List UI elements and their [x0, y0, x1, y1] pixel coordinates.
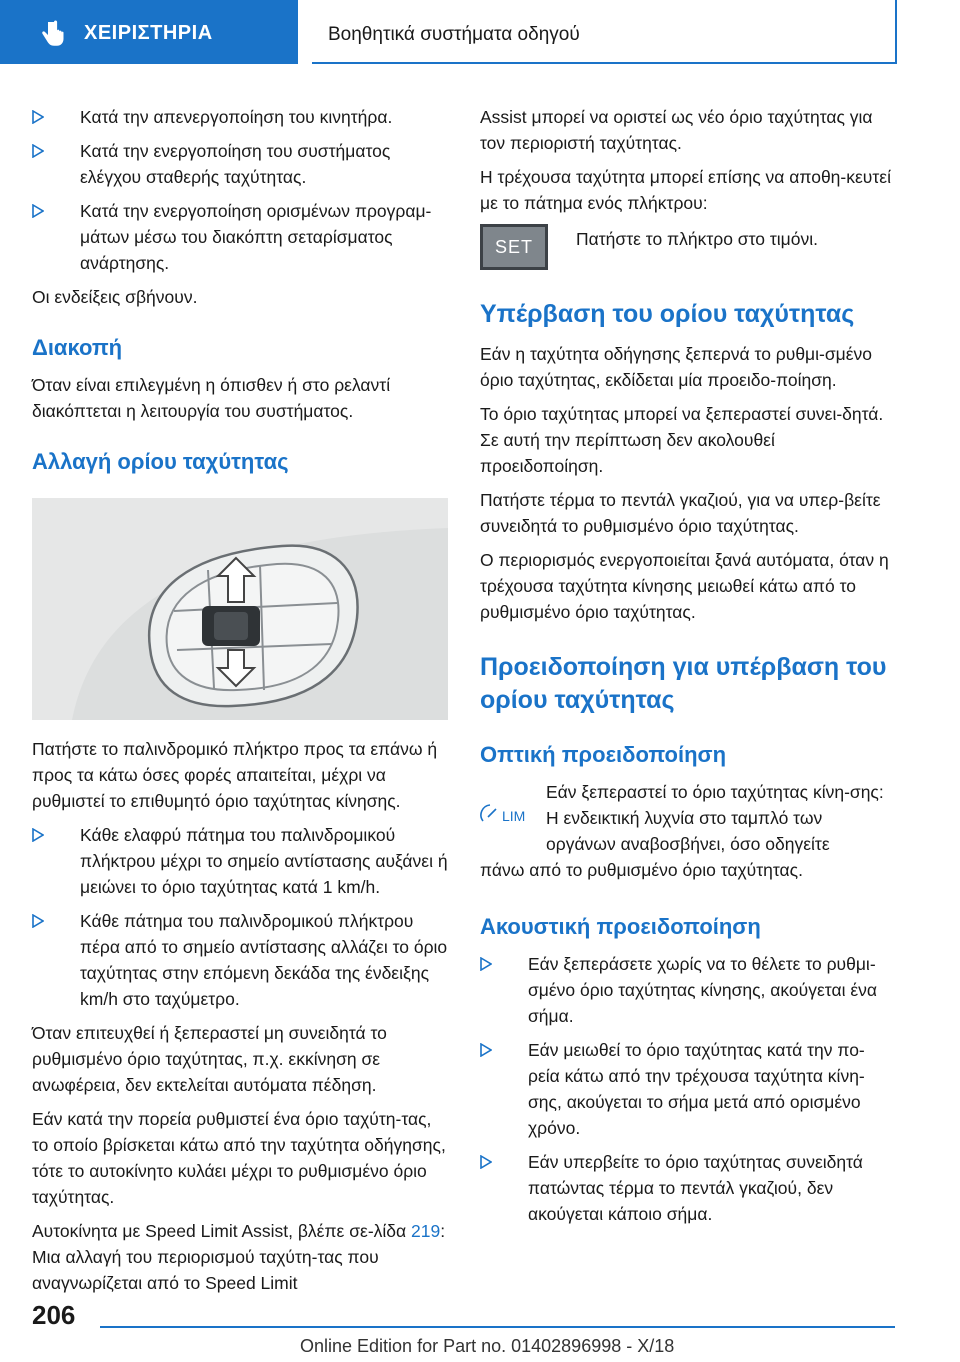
section-title: Βοηθητικά συστήματα οδηγού — [328, 24, 580, 45]
triangle-bullet-icon — [32, 914, 44, 928]
triangle-bullet-icon — [32, 144, 44, 158]
paragraph: Assist μπορεί να οριστεί ως νέο όριο ταχύτητας για τον περιοριστή ταχύτητας. — [480, 107, 873, 153]
chapter-tab-label: ΧΕΙΡΙΣΤΗΡΙΑ — [84, 22, 213, 44]
steering-wheel-rocker-illustration — [32, 498, 448, 720]
right-column — [480, 104, 895, 1235]
list-item: Εάν υπερβείτε το όριο ταχύτητας συνειδητά πατώντας τέρμα το πεντάλ γκαζιού, δεν ακούγεται κάποιο σήμα. — [480, 1149, 895, 1227]
lim-label: LIM — [502, 808, 526, 824]
list-item: Εάν ξεπεράσετε χωρίς να το θέλετε το ρυθμι-σμένο όριο ταχύτητας κίνησης, ακούγεται ένα σήμα. — [480, 951, 895, 1029]
heading-exceed: Υπέρβαση του ορίου ταχύτητας — [480, 300, 855, 328]
heading-warning: Προειδοποίηση για υπέρβαση του ορίου ταχύτητας — [480, 653, 887, 714]
edition-note: Online Edition for Part no. 01402896998 - X/18 — [300, 1336, 675, 1356]
paragraph: Εάν ξεπεραστεί το όριο ταχύτητας κίνη-σης: Η ενδεικτική λυχνία στο ταμπλό των οργάνων αναβοσβήνει, όσο οδηγείτε — [546, 782, 884, 854]
heading-visual-warning: Οπτική προειδοποίηση — [480, 742, 727, 767]
list-item: Εάν μειωθεί το όριο ταχύτητας κατά την πο-ρεία κάτω από την τρέχουσα ταχύτητα κίνη-σης, ακούγεται το σήμα μετά από ορισμένο χρόνο. — [480, 1037, 895, 1141]
triangle-bullet-icon — [480, 1043, 492, 1057]
heading-interruption: Διακοπή — [32, 335, 123, 360]
section-header — [312, 0, 897, 64]
paragraph: Το όριο ταχύτητας μπορεί να ξεπεραστεί συνει-δητά. Σε αυτή την περίπτωση δεν ακολουθεί προειδοποίηση. — [480, 404, 884, 476]
page-number: 206 — [32, 1300, 76, 1330]
paragraph: Πατήστε τέρμα το πεντάλ γκαζιού, για να υπερ-βείτε συνειδητά το ρυθμισμένο όριο ταχύτητας. — [480, 490, 881, 536]
steering-wheel-buttons-image — [32, 498, 448, 720]
paragraph: Εάν η ταχύτητα οδήγησης ξεπερνά το ρυθμι-σμένο όριο ταχύτητας, εκδίδεται μία προειδο-ποίηση. — [480, 344, 873, 390]
paragraph: Οι ενδείξεις σβήνουν. — [32, 287, 198, 307]
triangle-bullet-icon — [480, 957, 492, 971]
list-item: Κατά την ενεργοποίηση ορισμένων προγραμ-μάτων μέσω του διακόπτη σεταρίσματος ανάρτησης. — [32, 198, 452, 276]
lim-warning-block — [480, 779, 895, 883]
paragraph: Εάν κατά την πορεία ρυθμιστεί ένα όριο ταχύτη-τας, το οποίο βρίσκεται κάτω από την ταχύτητα οδήγησης, τότε το αυτοκίνητο κυλάει μέχρι το ρυθμισμένο όριο ταχύτητας. — [32, 1109, 446, 1207]
list-item: Κατά την απενεργοποίηση του κινητήρα. — [32, 104, 452, 130]
paragraph: Όταν είναι επιλεγμένη η όπισθεν ή στο ρελαντί διακόπτεται η λειτουργία του συστήματος. — [32, 375, 391, 421]
footer-divider — [100, 1326, 895, 1328]
list-item: Κάθε πάτημα του παλινδρομικού πλήκτρου πέρα από το σημείο αντίστασης αλλάζει το όριο ταχύτητας στην επόμενη δεκάδα της ένδειξης km/h στο ταχύμετρο. — [32, 908, 452, 1012]
paragraph: Πατήστε το παλινδρομικό πλήκτρο προς τα επάνω ή προς τα κάτω όσες φορές απαιτείται, μέχρι να ρυθμιστεί το επιθυμητό όριο ταχύτητας κίνησης. — [32, 739, 438, 811]
triangle-bullet-icon — [480, 1155, 492, 1169]
list-item: Κάθε ελαφρύ πάτημα του παλινδρομικού πλήκτρου μέχρι το σημείο αντίστασης αυξάνει ή μειώνει το όριο ταχύτητας κατά 1 km/h. — [32, 822, 452, 900]
heading-acoustic-warning: Ακουστική προειδοποίηση — [480, 914, 761, 939]
page-link[interactable]: 219 — [411, 1221, 441, 1241]
paragraph: Η τρέχουσα ταχύτητα μπορεί επίσης να αποθη-κευτεί με το πάτημα ενός πλήκτρου: — [480, 167, 891, 213]
triangle-bullet-icon — [32, 828, 44, 842]
paragraph: Αυτοκίνητα με Speed Limit Assist, βλέπε σε-λίδα 219: Μια αλλαγή του περιορισμού ταχύτη-τας που αναγνωρίζεται από το Speed Limit — [32, 1221, 446, 1293]
speed-limit-indicator-icon — [480, 801, 534, 825]
left-column — [32, 104, 452, 1304]
paragraph: Ο περιορισμός ενεργοποιείται ξανά αυτόματα, όταν η τρέχουσα ταχύτητα κίνησης μειωθεί κάτω από το ρυθμισμένο όριο ταχύτητας. — [480, 550, 889, 622]
set-key-icon: SET — [480, 224, 548, 270]
set-key-row: SET Πατήστε το πλήκτρο στο τιμόνι. — [480, 224, 895, 272]
heading-change-limit: Αλλαγή ορίου ταχύτητας — [32, 449, 289, 474]
triangle-bullet-icon — [32, 110, 44, 124]
hand-pointer-icon — [40, 20, 66, 48]
paragraph: Όταν επιτευχθεί ή ξεπεραστεί μη συνειδητά το ρυθμισμένο όριο ταχύτητας, π.χ. εκκίνηση σε ανωφέρεια, δεν εκτελείται αυτόματα πέδηση. — [32, 1023, 387, 1095]
paragraph: πάνω από το ρυθμισμένο όριο ταχύτητας. — [480, 860, 803, 880]
list-item: Κατά την ενεργοποίηση του συστήματος ελέγχου σταθερής ταχύτητας. — [32, 138, 452, 190]
chapter-tab[interactable] — [0, 0, 298, 64]
triangle-bullet-icon — [32, 204, 44, 218]
